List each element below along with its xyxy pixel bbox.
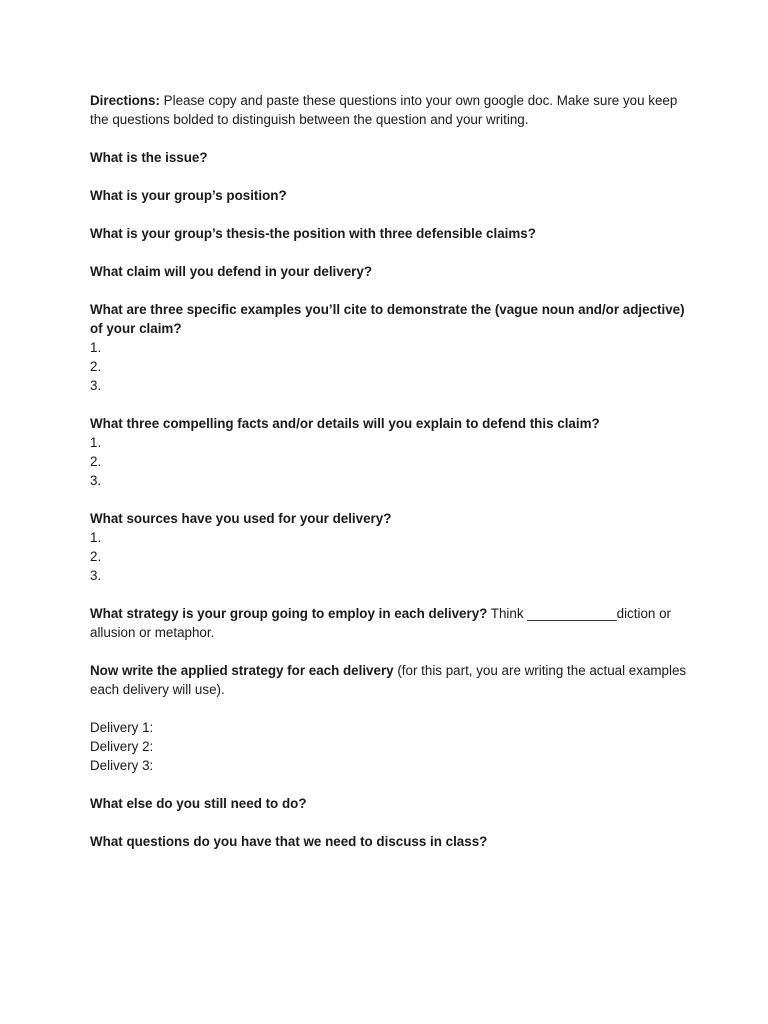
directions-paragraph bbox=[90, 91, 690, 129]
examples-item-1: 1. bbox=[90, 340, 102, 355]
question-thesis bbox=[90, 224, 690, 243]
question-facts-block bbox=[90, 414, 690, 490]
question-issue-text: What is the issue? bbox=[90, 150, 208, 165]
question-position-text: What is your group’s position? bbox=[90, 188, 287, 203]
sources-item-2: 2. bbox=[90, 549, 102, 564]
document-page bbox=[90, 91, 690, 851]
question-claim-text: What claim will you defend in your delivery? bbox=[90, 264, 373, 279]
strategy-note: Think ____________diction or allusion or metaphor. bbox=[90, 606, 671, 640]
sources-item-3: 3. bbox=[90, 568, 102, 583]
question-sources-text: What sources have you used for your delivery? bbox=[90, 511, 392, 526]
applied-note: (for this part, you are writing the actual examples each delivery will use). bbox=[90, 663, 687, 697]
deliveries-block bbox=[90, 718, 690, 775]
question-applied bbox=[90, 661, 690, 699]
question-discuss bbox=[90, 832, 690, 851]
examples-item-2: 2. bbox=[90, 359, 102, 374]
examples-item-3: 3. bbox=[90, 378, 102, 393]
question-todo bbox=[90, 794, 690, 813]
question-sources-block bbox=[90, 509, 690, 585]
directions-text: Please copy and paste these questions into your own google doc. Make sure you keep the questions bolded to distinguish between the question and your writing. bbox=[90, 93, 678, 127]
sources-item-1: 1. bbox=[90, 530, 102, 545]
delivery-1: Delivery 1: bbox=[90, 720, 154, 735]
question-examples-text: What are three specific examples you’ll cite to demonstrate the (vague noun and/or adjective) of your claim? bbox=[90, 302, 685, 336]
question-applied-text: Now write the applied strategy for each delivery bbox=[90, 663, 394, 678]
question-facts-text: What three compelling facts and/or details will you explain to defend this claim? bbox=[90, 416, 600, 431]
facts-item-2: 2. bbox=[90, 454, 102, 469]
question-issue bbox=[90, 148, 690, 167]
delivery-3: Delivery 3: bbox=[90, 758, 154, 773]
question-position bbox=[90, 186, 690, 205]
question-todo-text: What else do you still need to do? bbox=[90, 796, 307, 811]
question-claim bbox=[90, 262, 690, 281]
question-examples-block bbox=[90, 300, 690, 395]
delivery-2: Delivery 2: bbox=[90, 739, 154, 754]
question-thesis-text: What is your group’s thesis-the position with three defensible claims? bbox=[90, 226, 536, 241]
facts-item-1: 1. bbox=[90, 435, 102, 450]
question-strategy-text: What strategy is your group going to employ in each delivery? bbox=[90, 606, 488, 621]
question-strategy bbox=[90, 604, 690, 642]
question-discuss-text: What questions do you have that we need to discuss in class? bbox=[90, 834, 488, 849]
directions-label: Directions: bbox=[90, 93, 160, 108]
facts-item-3: 3. bbox=[90, 473, 102, 488]
